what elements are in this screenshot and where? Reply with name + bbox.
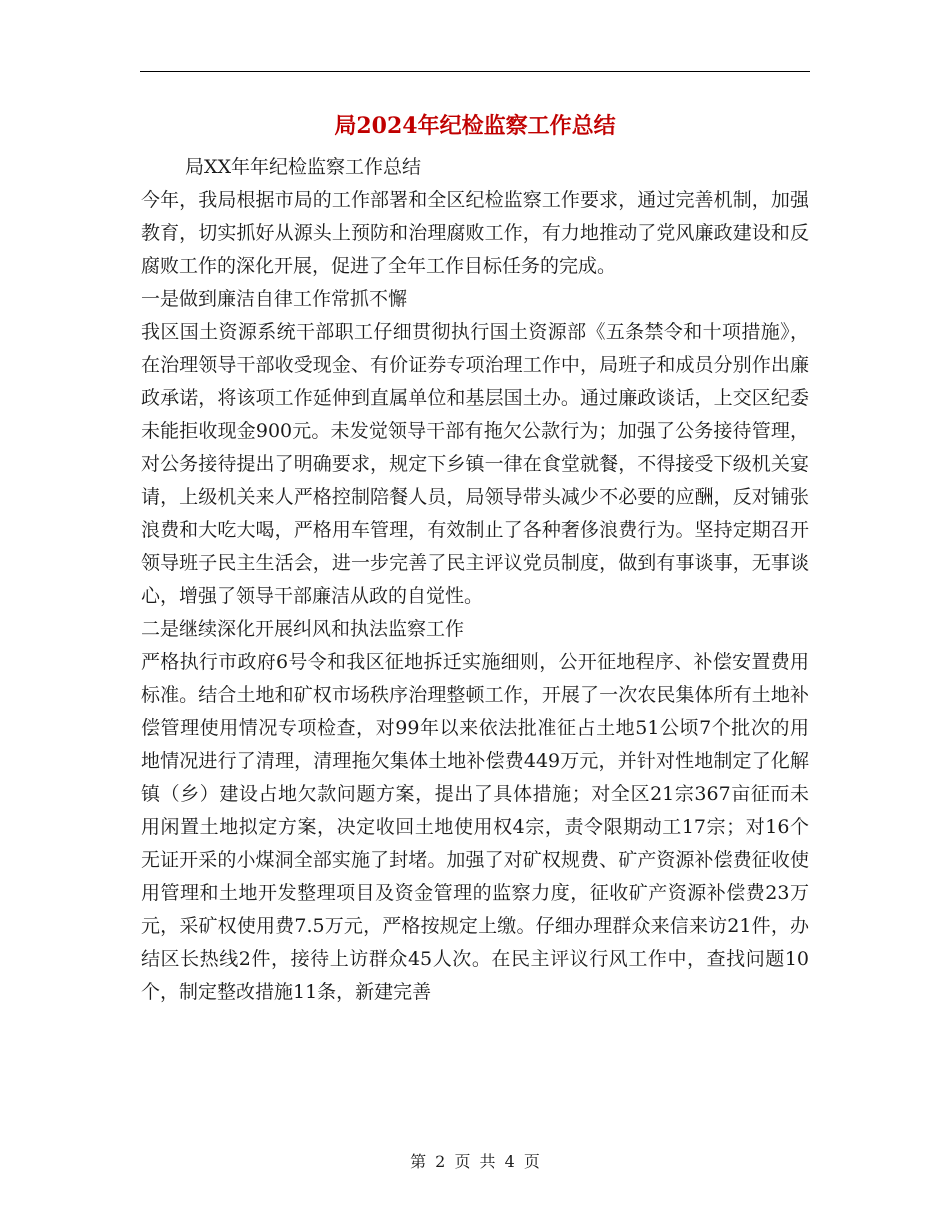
header-rule [140,71,810,72]
section-body-2: 严格执行市政府6号令和我区征地拆迁实施细则，公开征地程序、补偿安置费用标准。结合土地和矿权市场秩序治理整顿工作，开展了一次农民集体所有土地补偿管理使用情况专项检查，对99年以来依法批准征占土地51公顷7个批次的用地情况进行了清理，清理拖欠集体土地补偿费449万元，并针对性地制定了化解镇（乡）建设占地欠款问题方案，提出了具体措施；对全区21宗367亩征而未用闲置土地拟定方案，决定收回土地使用权4宗，责令限期动工17宗；对16个无证开采的小煤洞全部实施了封堵。加强了对矿权规费、矿产资源补偿费征收使用管理和土地开发整理项目及资金管理的监察力度，征收矿产资源补偿费23万元，采矿权使用费7.5万元，严格按规定上缴。仔细办理群众来信来访21件，办结区长热线2件，接待上访群众45人次。在民主评议行风工作中，查找问题10个，制定整改措施11条，新建完善 [141,651,809,1003]
page-number: 第 2 页 共 4 页 [410,1152,540,1171]
section-heading-2: 二是继续深化开展纠风和执法监察工作 [141,618,465,640]
intro-paragraph: 今年，我局根据市局的工作部署和全区纪检监察工作要求，通过完善机制，加强教育，切实抓好从源头上预防和治理腐败工作，有力地推动了党风廉政建设和反腐败工作的深化开展，促进了全年工作目标任务的完成。 [141,189,809,277]
document-title: 局2024年纪检监察工作总结 [334,113,616,139]
section-heading-1: 一是做到廉洁自律工作常抓不懈 [141,288,408,310]
document-subtitle: 局XX年年纪检监察工作总结 [185,156,422,178]
section-body-1: 我区国土资源系统干部职工仔细贯彻执行国土资源部《五条禁令和十项措施》，在治理领导干部收受现金、有价证券专项治理工作中，局班子和成员分别作出廉政承诺，将该项工作延伸到直属单位和基层国土办。通过廉政谈话，上交区纪委未能拒收现金900元。未发觉领导干部有拖欠公款行为；加强了公务接待管理，对公务接待提出了明确要求，规定下乡镇一律在食堂就餐，不得接受下级机关宴请，上级机关来人严格控制陪餐人员，局领导带头减少不必要的应酬，反对铺张浪费和大吃大喝，严格用车管理，有效制止了各种奢侈浪费行为。坚持定期召开领导班子民主生活会，进一步完善了民主评议党员制度，做到有事谈事，无事谈心，增强了领导干部廉洁从政的自觉性。 [141,321,809,607]
document-body [141,151,809,1009]
